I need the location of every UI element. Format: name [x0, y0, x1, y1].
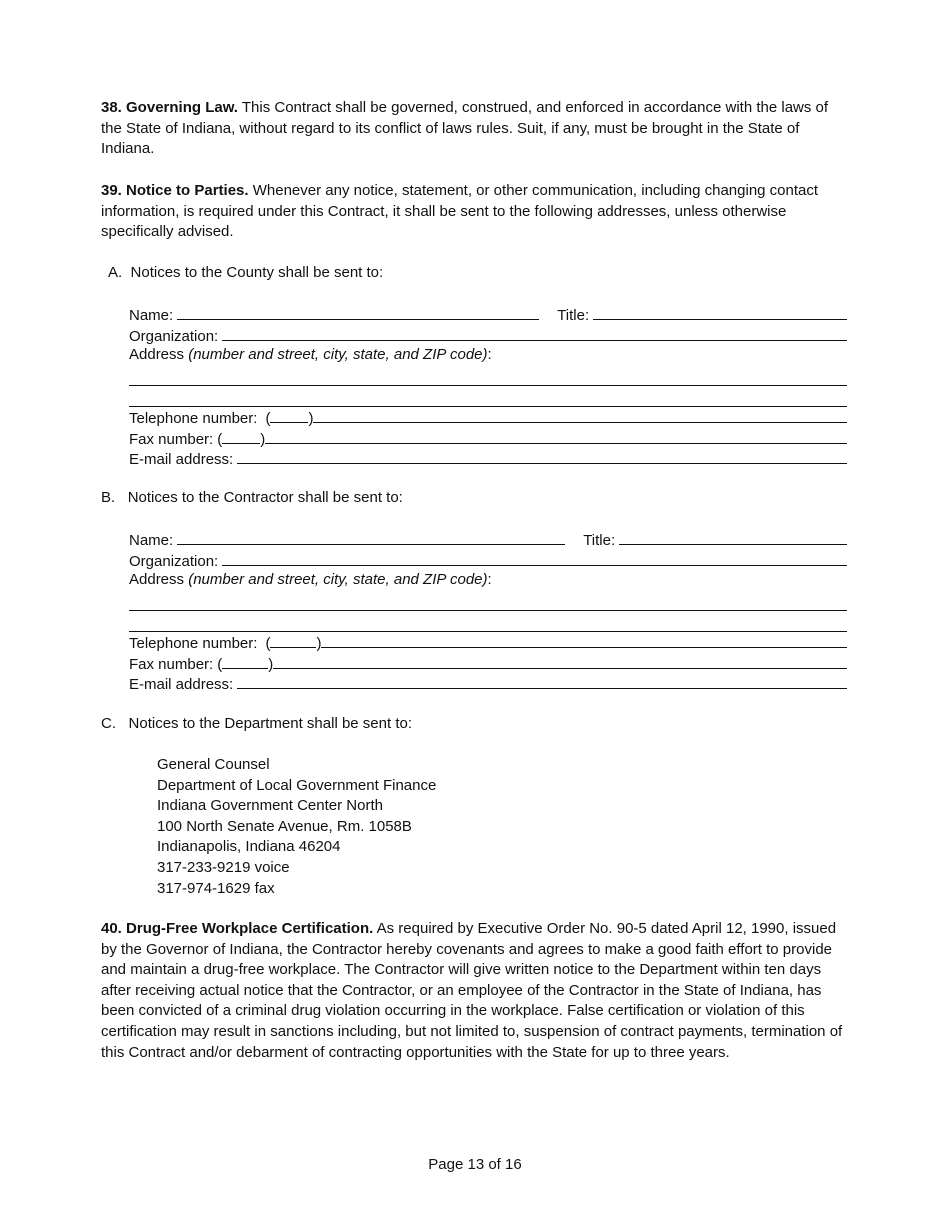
name-title-row [129, 304, 847, 325]
name-field[interactable] [177, 304, 539, 320]
name-label: Name: [129, 532, 174, 549]
section-body: This Contract shall be governed, construed, and enforced in accordance with the laws of the State of Indiana, without regard to its conflict of laws rules. Suit, if any, must be brought in the State of Indiana. [101, 99, 829, 158]
fax-row [129, 653, 847, 674]
section-heading: 38. Governing Law. [101, 99, 238, 116]
address-line: General Counsel [157, 756, 270, 773]
contractor-notice-form [129, 529, 847, 694]
sub-letter: C. [101, 715, 116, 732]
section-governing-law [101, 98, 851, 160]
address-line-1-field[interactable] [129, 366, 847, 387]
sub-title: Notices to the County shall be sent to: [130, 264, 384, 281]
organization-field[interactable] [222, 550, 847, 566]
title-field[interactable] [593, 304, 847, 320]
section-drug-free-workplace [101, 919, 851, 1063]
county-notice-heading [108, 263, 383, 283]
organization-row [129, 550, 847, 571]
telephone-row [129, 407, 847, 428]
telephone-number-field[interactable] [321, 632, 847, 648]
address-line-2-field[interactable] [129, 386, 847, 407]
address-line: Indianapolis, Indiana 46204 [157, 838, 341, 856]
department-notice-heading [101, 714, 412, 734]
address-label: Address (number and street, city, state, and ZIP code): [129, 571, 492, 589]
title-label: Title: [557, 307, 590, 324]
telephone-area-code-field[interactable]: ( ) [265, 632, 321, 655]
name-field[interactable] [177, 529, 565, 545]
fax-line: 317-974-1629 fax [157, 879, 275, 897]
sub-title: Notices to the Contractor shall be sent to: [127, 489, 403, 506]
name-title-row [129, 529, 847, 550]
address-label: Address (number and street, city, state, and ZIP code): [129, 346, 492, 364]
fax-area-code-field[interactable]: ( ) [217, 653, 273, 676]
section-heading: 40. Drug-Free Workplace Certification. [101, 920, 374, 937]
telephone-label: Telephone number: [129, 409, 258, 427]
sub-letter: A. [108, 264, 123, 281]
address-hint: (number and street, city, state, and ZIP code) [188, 346, 488, 364]
telephone-label: Telephone number: [129, 634, 258, 652]
address-line: 100 North Senate Avenue, Rm. 1058B [157, 817, 412, 835]
telephone-row [129, 632, 847, 653]
county-notice-form [129, 304, 847, 469]
email-row [129, 448, 847, 469]
fax-label: Fax number: [129, 655, 214, 673]
address-hint: (number and street, city, state, and ZIP code) [188, 571, 488, 589]
fax-label: Fax number: [129, 430, 214, 448]
organization-field[interactable] [222, 325, 847, 341]
sub-letter: B. [101, 489, 116, 506]
address-label-row [129, 345, 847, 366]
fax-row [129, 428, 847, 449]
sub-title: Notices to the Department shall be sent to: [128, 715, 412, 732]
fax-area-code-field[interactable]: ( ) [217, 428, 265, 451]
page-number: Page 13 of 16 [428, 1156, 522, 1173]
organization-label: Organization: [129, 552, 219, 570]
fax-number-field[interactable] [265, 428, 847, 444]
section-body: As required by Executive Order No. 90-5 dated April 12, 1990, issued by the Governor of Indiana, the Contractor hereby covenants and agrees to make a good faith effort to provide and maintain a drug-free workplace. The Contractor will give written notice to the Department within ten days after receiving actual notice that the Contractor, or an employee of the Contractor in the State of Indiana, has been convicted of a criminal drug violation occurring in the workplace. False certification or violation of this certification may result in sanctions including, but not limited to, suspension of contract payments, termination of this Contract and/or debarment of contracting opportunities with the State for up to three years. [101, 920, 843, 1061]
address-line-1-field[interactable] [129, 591, 847, 612]
email-label: E-mail address: [129, 451, 234, 469]
section-body: Whenever any notice, statement, or other communication, including changing contact information, is required under this Contract, it shall be sent to the following addresses, unless otherwise specifically advised. [101, 182, 819, 241]
organization-row [129, 325, 847, 346]
email-row [129, 673, 847, 694]
telephone-number-field[interactable] [313, 407, 847, 423]
email-field[interactable] [237, 673, 847, 689]
address-line: Department of Local Government Finance [157, 776, 437, 794]
email-field[interactable] [237, 448, 847, 464]
address-label-row [129, 570, 847, 591]
section-notice-to-parties [101, 181, 851, 243]
name-label: Name: [129, 307, 174, 324]
section-heading: 39. Notice to Parties. [101, 182, 249, 199]
title-label: Title: [583, 532, 616, 549]
department-address [157, 755, 436, 899]
title-field[interactable] [619, 529, 847, 545]
organization-label: Organization: [129, 327, 219, 345]
telephone-area-code-field[interactable]: ( ) [265, 407, 313, 430]
fax-number-field[interactable] [273, 653, 847, 669]
contractor-notice-heading [101, 488, 403, 508]
email-label: E-mail address: [129, 676, 234, 694]
address-line: Indiana Government Center North [157, 797, 383, 815]
phone-line: 317-233-9219 voice [157, 858, 290, 876]
address-line-2-field[interactable] [129, 611, 847, 632]
